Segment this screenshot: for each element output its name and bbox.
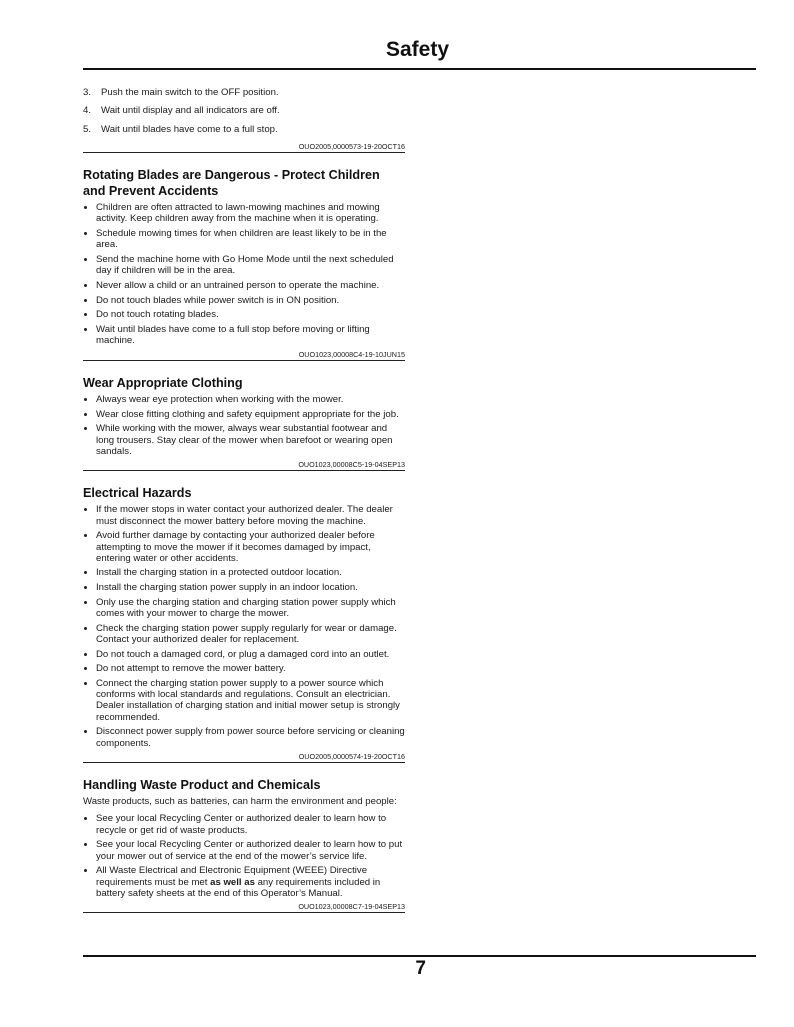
bullet-icon	[84, 817, 87, 820]
list-item-text: Do not attempt to remove the mower battery.	[96, 663, 286, 675]
bullet-icon	[84, 328, 87, 331]
list-item-text: Schedule mowing times for when children are least likely to be in the area.	[96, 228, 387, 251]
section-electrical-hazards	[83, 485, 405, 763]
list-item-text: Do not touch a damaged cord, or plug a damaged cord into an outlet.	[96, 648, 390, 660]
page-number: 7	[415, 958, 426, 979]
reference-code: OUO2005,0000573-19-20OCT16	[83, 142, 405, 153]
bullet-list	[83, 813, 405, 898]
list-item	[83, 254, 405, 276]
list-item-text: Children are often attracted to lawn-mowing machines and mowing activity. Keep children away from the machine when it is operating.	[96, 202, 380, 225]
list-item-text: Only use the charging station and charging station power supply which comes with your mower to charge the mower.	[96, 596, 396, 620]
bullet-icon	[84, 571, 87, 574]
bullet-icon	[84, 534, 87, 537]
bullet-icon	[84, 427, 87, 430]
list-item-text: See your local Recycling Center or authorized dealer to learn how to put your mower out of service at the end of the mower’s service life.	[96, 839, 403, 862]
list-item	[83, 839, 405, 861]
bullet-icon	[84, 284, 87, 287]
bullet-list	[83, 202, 405, 346]
bullet-icon	[84, 299, 87, 302]
list-item	[83, 813, 405, 835]
list-item-text: Send the machine home with Go Home Mode until the next scheduled day if children will be in the area.	[96, 253, 394, 277]
section-title: Wear Appropriate Clothing	[83, 375, 243, 390]
bullet-icon	[84, 601, 87, 604]
bullet-icon	[84, 869, 87, 872]
bullet-icon	[84, 667, 87, 670]
list-item-text: See your local Recycling Center or authorized dealer to learn how to recycle or get rid of waste products.	[96, 813, 387, 836]
list-item	[83, 87, 405, 98]
list-item	[83, 597, 405, 619]
bullet-icon	[84, 232, 87, 235]
page-title: Safety	[385, 38, 449, 61]
step-number: 4.	[83, 105, 92, 117]
list-item	[83, 280, 405, 291]
list-item	[83, 423, 405, 457]
list-item-text: Never allow a child or an untrained person to operate the machine.	[96, 279, 380, 291]
list-item	[83, 865, 405, 899]
list-item	[83, 324, 405, 346]
list-item	[83, 409, 405, 420]
intro-steps-list	[83, 87, 405, 135]
bullet-icon	[84, 413, 87, 416]
list-item	[83, 394, 405, 405]
list-item-text: Install the charging station power supply in an indoor location.	[96, 582, 358, 594]
step-text: Wait until display and all indicators are off.	[101, 105, 280, 117]
list-item	[83, 726, 405, 748]
reference-code: OUO1023,00008C5-19-04SEP13	[83, 460, 405, 471]
list-item-text: Wear close fitting clothing and safety equipment appropriate for the job.	[96, 408, 399, 420]
list-item-text: Wait until blades have come to a full stop before moving or lifting machine.	[96, 324, 370, 347]
list-item	[83, 567, 405, 578]
list-item	[83, 504, 405, 526]
list-item	[83, 649, 405, 660]
weee-text	[96, 865, 380, 898]
step-text: Push the main switch to the OFF position.	[101, 87, 279, 98]
list-item	[83, 228, 405, 250]
list-item-text: Install the charging station in a protected outdoor location.	[96, 567, 342, 579]
reference-code: OUO2005,0000574-19-20OCT16	[83, 752, 405, 763]
section-waste-handling	[83, 777, 405, 913]
weee-text-after: any requirements included in battery safety sheets at the end of this Operator’s Manual.	[96, 876, 381, 899]
list-item-text: Avoid further damage by contacting your authorized dealer before attempting to move the mower if it becomes damaged by impact, entering water or other accidents.	[96, 530, 375, 564]
list-item	[83, 105, 405, 116]
step-number: 5.	[83, 123, 92, 135]
section-title: Rotating Blades are Dangerous - Protect Children and Prevent Accidents	[83, 168, 380, 199]
bullet-icon	[84, 653, 87, 656]
main-content	[83, 87, 405, 913]
bullet-icon	[84, 508, 87, 511]
list-item	[83, 309, 405, 320]
step-number: 3.	[83, 87, 92, 98]
list-item-text: Disconnect power supply from power source before servicing or cleaning components.	[96, 726, 405, 749]
list-item	[83, 202, 405, 224]
section-rotating-blades	[83, 167, 405, 361]
reference-code: OUO1023,00008C4-19-10JUN15	[83, 350, 405, 361]
list-item	[83, 295, 405, 306]
weee-text-before: All Waste Electrical and Electronic Equipment (WEEE) Directive requirements must be met	[96, 865, 368, 888]
bullet-icon	[84, 586, 87, 589]
section-intro: Waste products, such as batteries, can harm the environment and people:	[83, 796, 397, 808]
bullet-icon	[84, 206, 87, 209]
header-rule	[83, 68, 756, 70]
list-item-text: Do not touch blades while power switch is in ON position.	[96, 294, 340, 306]
step-text: Wait until blades have come to a full stop.	[101, 123, 278, 135]
footer-rule	[83, 955, 756, 957]
reference-code: OUO1023,00008C7-19-04SEP13	[83, 902, 405, 913]
list-item-text: Check the charging station power supply regularly for wear or damage. Contact your authorized dealer for replacement.	[96, 622, 397, 645]
list-item-text: Always wear eye protection when working with the mower.	[96, 393, 344, 405]
bullet-icon	[84, 682, 87, 685]
list-item-text: If the mower stops in water contact your authorized dealer. The dealer must disconnect the mower battery before moving the machine.	[96, 504, 393, 527]
weee-text-bold: as well as	[210, 876, 255, 888]
list-item	[83, 124, 405, 135]
list-item	[83, 582, 405, 593]
bullet-list	[83, 394, 405, 457]
bullet-list	[83, 504, 405, 748]
list-item	[83, 678, 405, 723]
list-item-text: While working with the mower, always wear substantial footwear and long trousers. Stay clear of the mower when barefoot or wearing open sandals.	[96, 423, 393, 457]
bullet-icon	[84, 843, 87, 846]
section-clothing	[83, 375, 405, 472]
bullet-icon	[84, 627, 87, 630]
section-title: Handling Waste Product and Chemicals	[83, 778, 321, 793]
list-item	[83, 530, 405, 564]
bullet-icon	[84, 258, 87, 261]
bullet-icon	[84, 313, 87, 316]
bullet-icon	[84, 730, 87, 733]
section-title: Electrical Hazards	[83, 486, 192, 501]
bullet-icon	[84, 398, 87, 401]
list-item-text: Do not touch rotating blades.	[96, 309, 219, 321]
list-item-text: Connect the charging station power supply to a power source which conforms with local standards and regulations. Consult an electrician. Dealer installation of charging station and initial mower setup is strongly recommended.	[96, 678, 400, 723]
list-item	[83, 663, 405, 674]
list-item	[83, 623, 405, 645]
